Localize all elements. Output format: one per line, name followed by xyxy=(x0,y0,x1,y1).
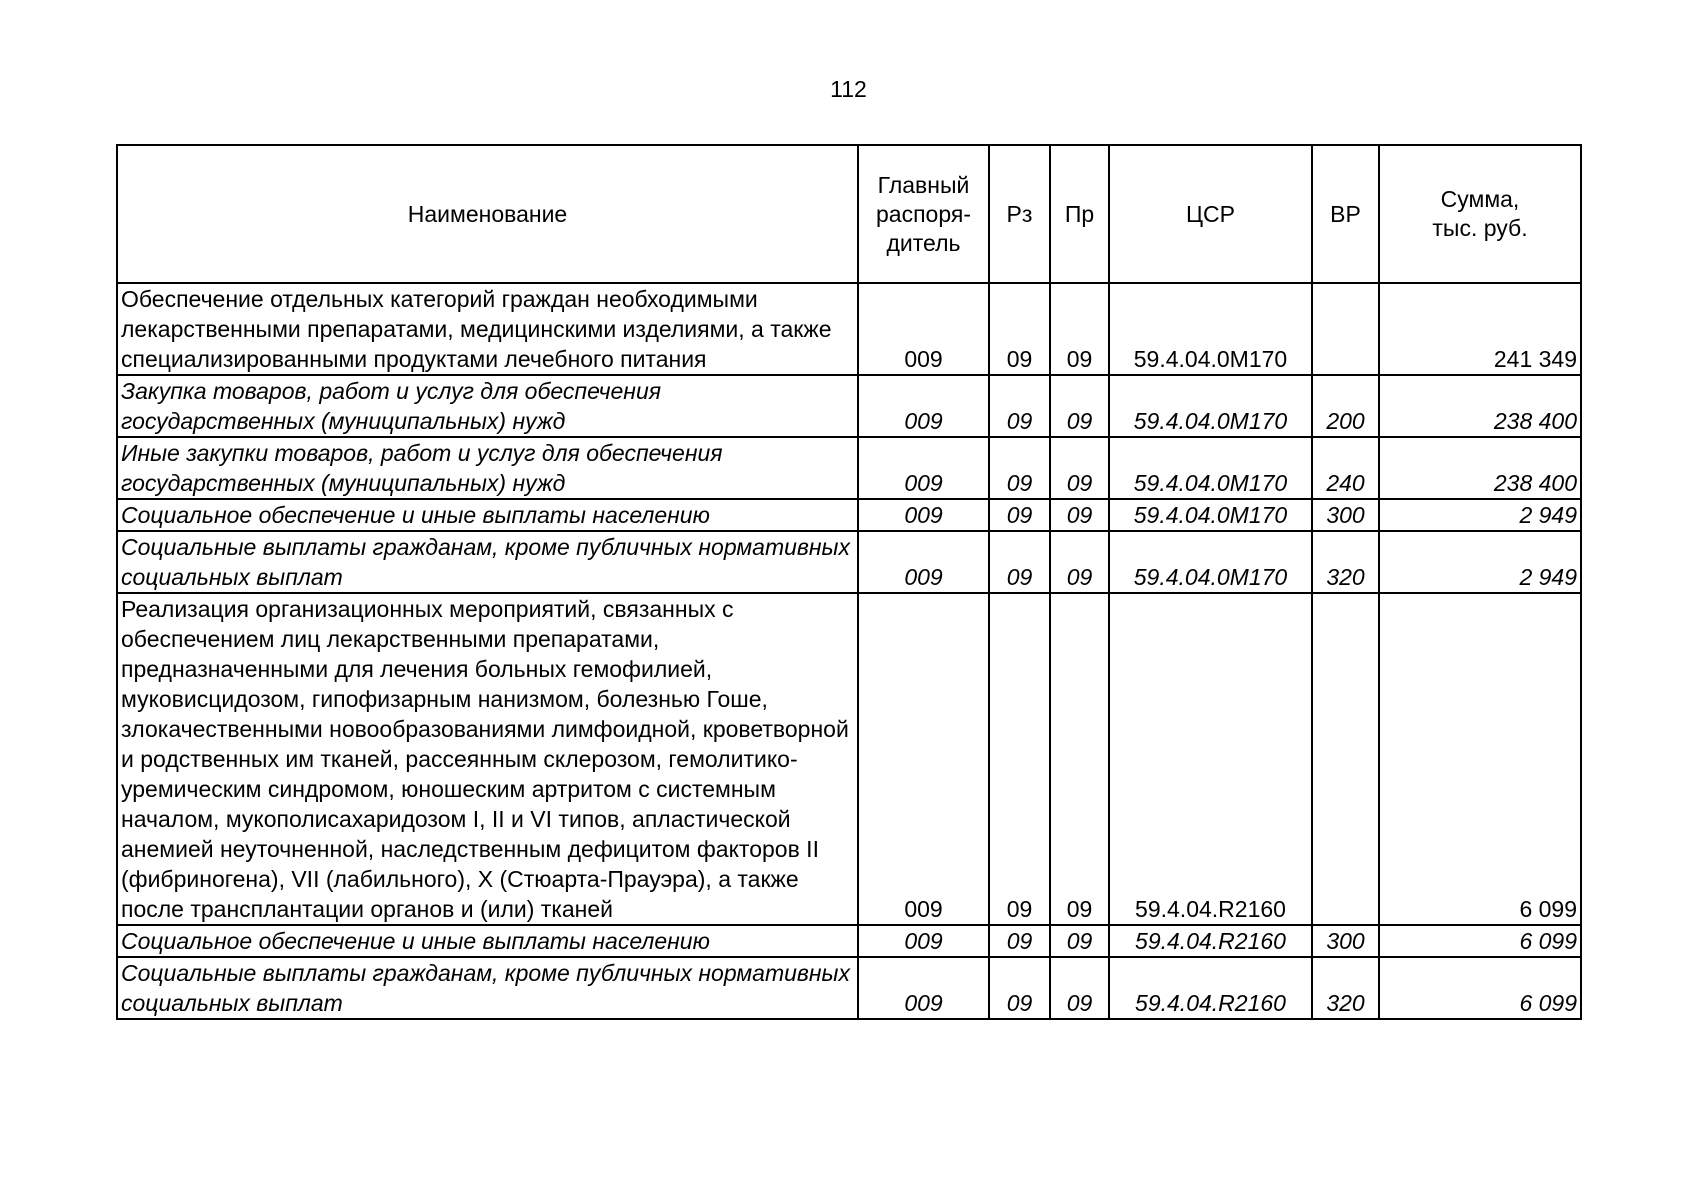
cell-rz: 09 xyxy=(989,531,1050,593)
cell-rz: 09 xyxy=(989,593,1050,925)
cell-vr xyxy=(1312,283,1379,375)
cell-vr: 300 xyxy=(1312,499,1379,531)
cell-csr: 59.4.04.0М170 xyxy=(1109,437,1312,499)
cell-sum: 238 400 xyxy=(1379,375,1581,437)
header-pr: Пр xyxy=(1050,145,1109,283)
budget-table xyxy=(116,144,1582,1020)
cell-name: Обеспечение отдельных категорий граждан необходимыми лекарственными препаратами, медицинскими изделиями, а также специализированными продуктами лечебного питания xyxy=(117,283,858,375)
cell-rz: 09 xyxy=(989,437,1050,499)
cell-rz: 09 xyxy=(989,499,1050,531)
cell-sum: 6 099 xyxy=(1379,593,1581,925)
cell-rz: 09 xyxy=(989,957,1050,1019)
header-main-manager: Главный распоря-дитель xyxy=(858,145,989,283)
cell-sum: 238 400 xyxy=(1379,437,1581,499)
cell-vr: 300 xyxy=(1312,925,1379,957)
cell-name: Иные закупки товаров, работ и услуг для обеспечения государственных (муниципальных) нужд xyxy=(117,437,858,499)
header-rz: Рз xyxy=(989,145,1050,283)
table-body xyxy=(117,283,1581,1019)
cell-main-manager: 009 xyxy=(858,283,989,375)
cell-vr: 320 xyxy=(1312,957,1379,1019)
table-header-row xyxy=(117,145,1581,283)
cell-pr: 09 xyxy=(1050,593,1109,925)
cell-csr: 59.4.04.0М170 xyxy=(1109,499,1312,531)
cell-name: Закупка товаров, работ и услуг для обеспечения государственных (муниципальных) нужд xyxy=(117,375,858,437)
cell-csr: 59.4.04.0М170 xyxy=(1109,531,1312,593)
cell-csr: 59.4.04.R2160 xyxy=(1109,593,1312,925)
cell-vr: 320 xyxy=(1312,531,1379,593)
cell-pr: 09 xyxy=(1050,499,1109,531)
header-csr: ЦСР xyxy=(1109,145,1312,283)
cell-pr: 09 xyxy=(1050,957,1109,1019)
header-sum: Сумма, тыс. руб. xyxy=(1379,145,1581,283)
cell-rz: 09 xyxy=(989,283,1050,375)
cell-pr: 09 xyxy=(1050,283,1109,375)
table-row xyxy=(117,437,1581,499)
cell-pr: 09 xyxy=(1050,375,1109,437)
cell-csr: 59.4.04.0М170 xyxy=(1109,375,1312,437)
cell-pr: 09 xyxy=(1050,531,1109,593)
table-row xyxy=(117,925,1581,957)
cell-name: Реализация организационных мероприятий, связанных с обеспечением лиц лекарственными препаратами, предназначенными для лечения больных гемофилией, муковисцидозом, гипофизарным нанизмом, болезнью Гоше, злокачественными новообразованиями лимфоидной, кроветворной и родственных им тканей, рассеянным склерозом, гемолитико-уремическим синдромом, юношеским артритом с системным началом, мукополисахаридозом I, II и VI типов, апластической анемией неуточненной, наследственным дефицитом факторов II (фибриногена), VII (лабильного), X (Стюарта-Прауэра), а также после трансплантации органов и (или) тканей xyxy=(117,593,858,925)
cell-vr: 200 xyxy=(1312,375,1379,437)
page-number: 112 xyxy=(830,76,867,102)
cell-name: Социальное обеспечение и иные выплаты населению xyxy=(117,499,858,531)
table-row xyxy=(117,957,1581,1019)
cell-rz: 09 xyxy=(989,375,1050,437)
cell-csr: 59.4.04.R2160 xyxy=(1109,957,1312,1019)
table-row xyxy=(117,375,1581,437)
header-name: Наименование xyxy=(117,145,858,283)
cell-sum: 6 099 xyxy=(1379,957,1581,1019)
table-row xyxy=(117,283,1581,375)
cell-main-manager: 009 xyxy=(858,593,989,925)
table-row xyxy=(117,593,1581,925)
cell-sum: 2 949 xyxy=(1379,531,1581,593)
cell-vr xyxy=(1312,593,1379,925)
cell-name: Социальное обеспечение и иные выплаты населению xyxy=(117,925,858,957)
cell-vr: 240 xyxy=(1312,437,1379,499)
table-row xyxy=(117,499,1581,531)
cell-main-manager: 009 xyxy=(858,437,989,499)
cell-main-manager: 009 xyxy=(858,375,989,437)
cell-name: Социальные выплаты гражданам, кроме публичных нормативных социальных выплат xyxy=(117,531,858,593)
cell-main-manager: 009 xyxy=(858,957,989,1019)
cell-main-manager: 009 xyxy=(858,499,989,531)
cell-sum: 6 099 xyxy=(1379,925,1581,957)
cell-sum: 2 949 xyxy=(1379,499,1581,531)
cell-main-manager: 009 xyxy=(858,531,989,593)
cell-pr: 09 xyxy=(1050,925,1109,957)
header-vr: ВР xyxy=(1312,145,1379,283)
cell-sum: 241 349 xyxy=(1379,283,1581,375)
cell-main-manager: 009 xyxy=(858,925,989,957)
cell-rz: 09 xyxy=(989,925,1050,957)
cell-csr: 59.4.04.R2160 xyxy=(1109,925,1312,957)
cell-name: Социальные выплаты гражданам, кроме публичных нормативных социальных выплат xyxy=(117,957,858,1019)
table-row xyxy=(117,531,1581,593)
cell-csr: 59.4.04.0М170 xyxy=(1109,283,1312,375)
cell-pr: 09 xyxy=(1050,437,1109,499)
